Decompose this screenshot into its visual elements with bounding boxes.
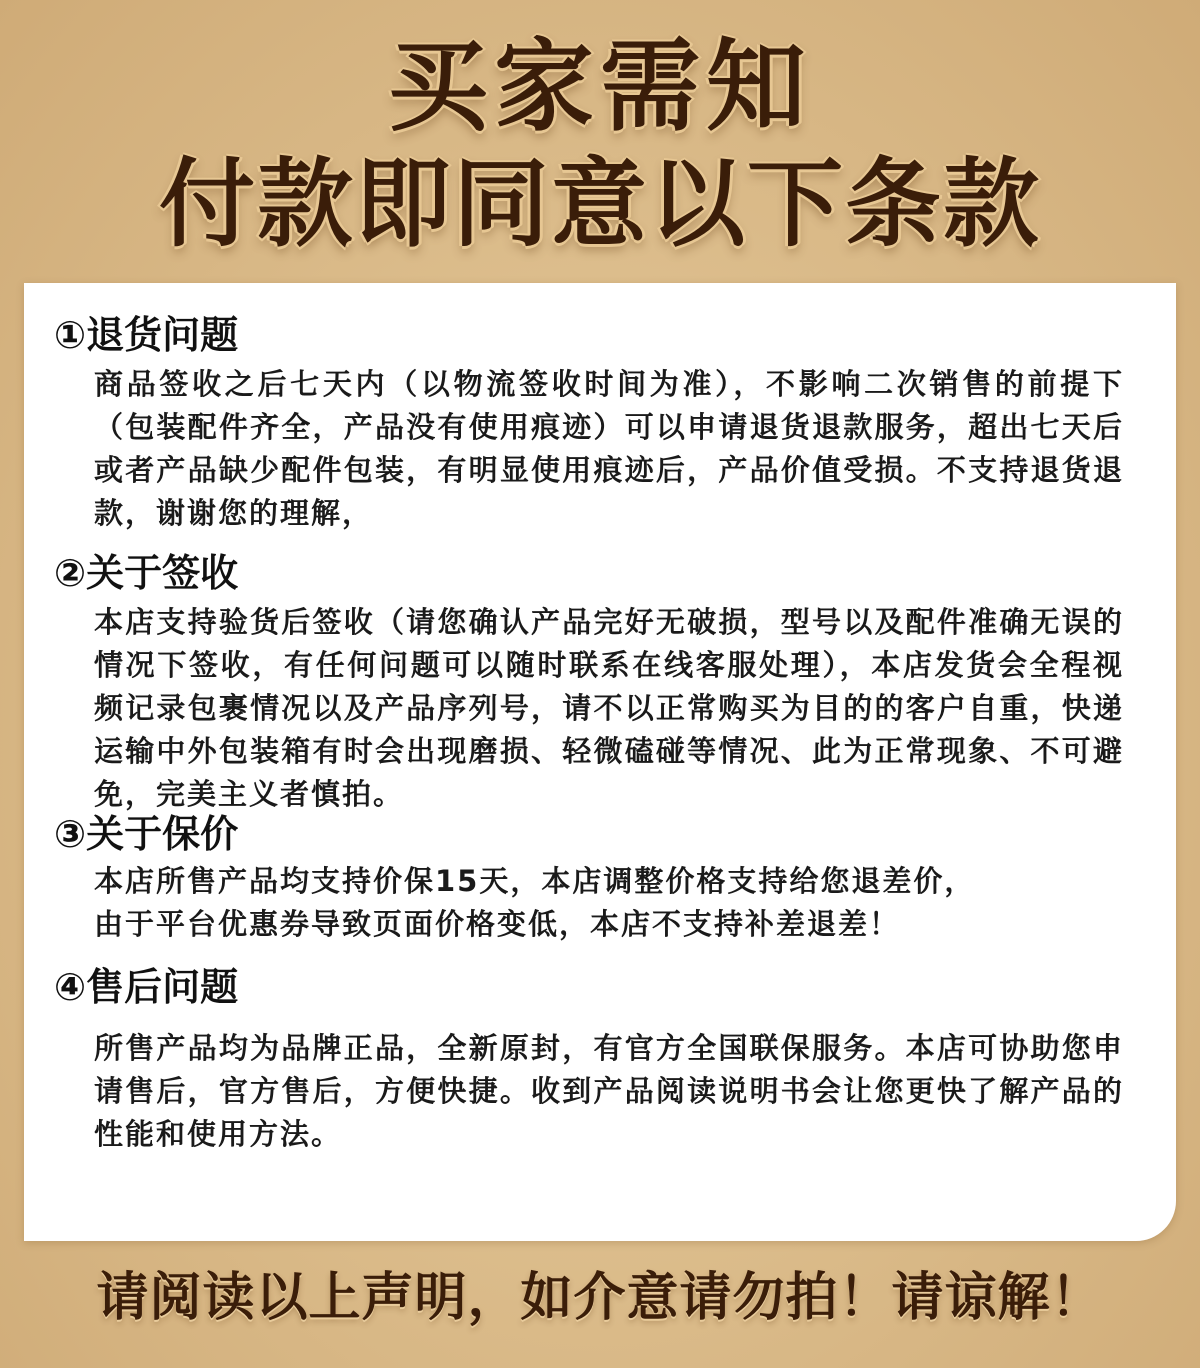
section-heading-aftersales: ④售后问题: [54, 965, 239, 1009]
page-subtitle: 付款即同意以下条款: [159, 148, 1041, 260]
section-heading-return: ①退货问题: [54, 313, 239, 357]
page-title: 买家需知: [388, 28, 812, 145]
section-delivery-signoff: [54, 549, 1144, 816]
section-body-aftersales: 所售产品均为品牌正品，全新原封，有官方全国联保服务。本店可协助您申请售后，官方售后，方便快捷。收到产品阅读说明书会让您更快了解产品的性能和使用方法。: [94, 1031, 1124, 1151]
section-after-sales: [54, 963, 1144, 1156]
section-price-protection: [54, 810, 1144, 946]
section-body-price-line-2: 由于平台优惠券导致页面价格变低，本店不支持补差退差！: [94, 907, 901, 941]
section-body-signoff: 本店支持验货后签收（请您确认产品完好无破损，型号以及配件准确无误的情况下签收，有任何问题可以随时联系在线客服处理），本店发货会全程视频记录包裹情况以及产品序列号，请不以正常购买为目的的客户自重，快递运输中外包装箱有时会出现磨损、轻微磕碰等情况、此为正常现象、不可避免，完美主义者慎拍。: [94, 605, 1124, 811]
terms-card: [24, 283, 1176, 1241]
footer-notice: 请阅读以上声明，如介意请勿拍！请谅解！: [96, 1268, 1104, 1328]
section-return-policy: [54, 311, 1144, 535]
section-body-return: 商品签收之后七天内（以物流签收时间为准），不影响二次销售的前提下（包装配件齐全，产品没有使用痕迹）可以申请退货退款服务，超出七天后或者产品缺少配件包装，有明显使用痕迹后，产品价值受损。不支持退货退款，谢谢您的理解，: [94, 367, 1124, 530]
section-heading-price: ③关于保价: [54, 812, 239, 856]
section-body-price: [94, 860, 1124, 946]
section-heading-signoff: ②关于签收: [54, 551, 239, 595]
section-body-price-line-1: 本店所售产品均支持价保15天，本店调整价格支持给您退差价，: [94, 864, 976, 898]
